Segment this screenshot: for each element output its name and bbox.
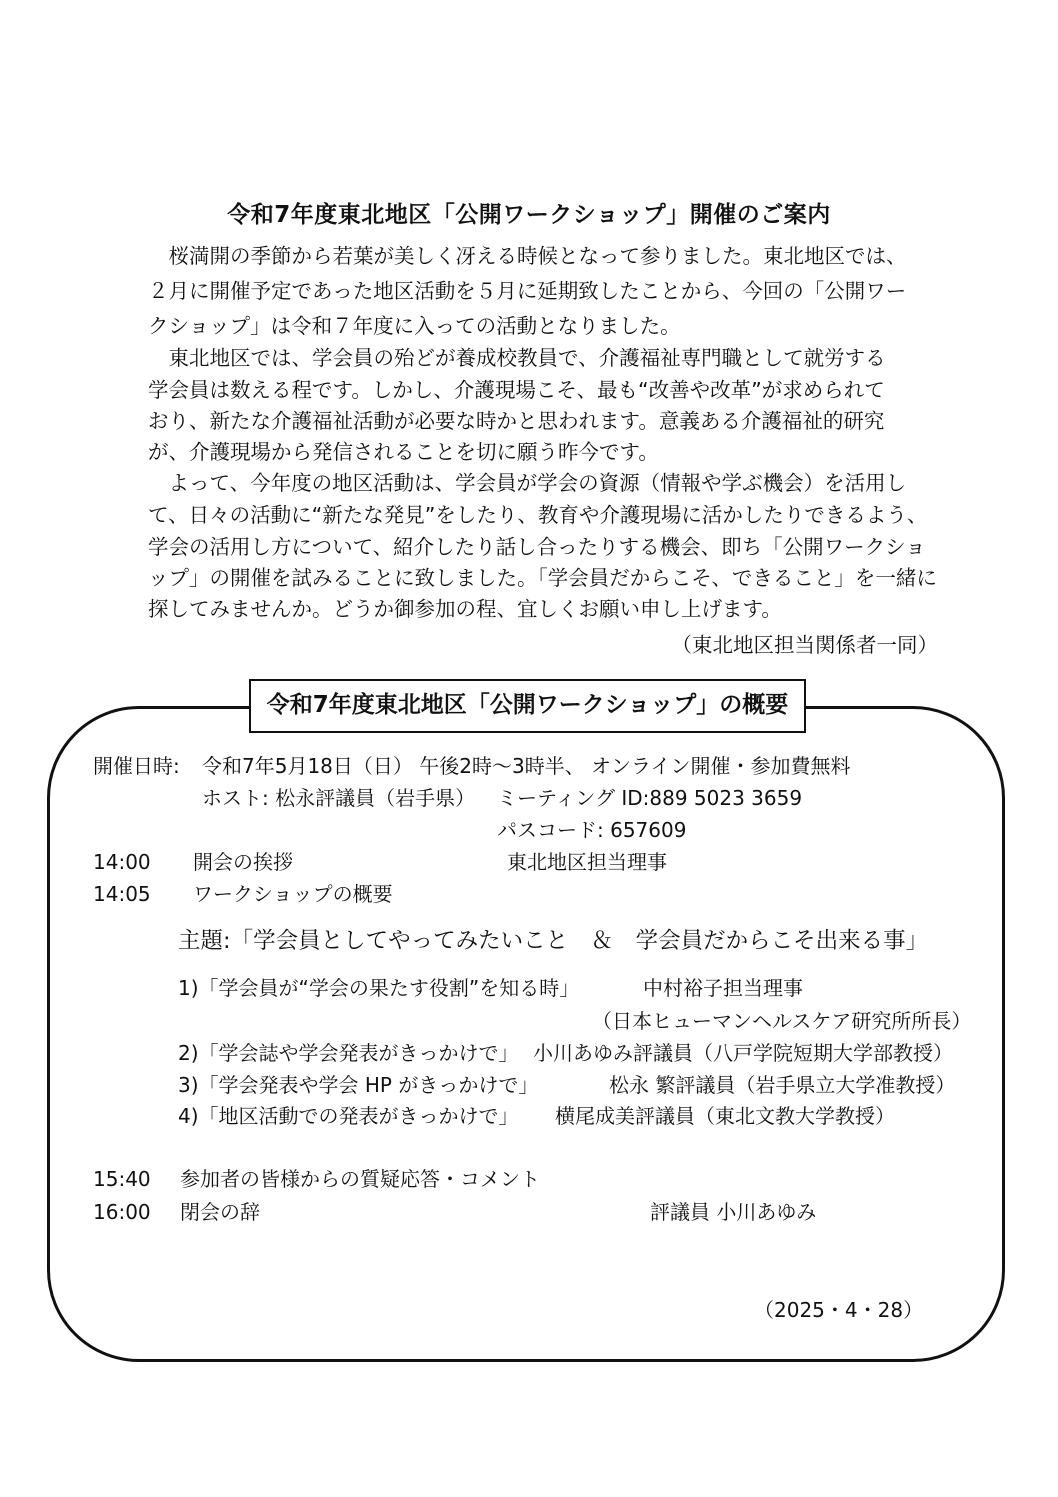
schedule-item: 参加者の皆様からの質疑応答・コメント — [180, 1167, 540, 1191]
intro-line: クショップ」は令和７年度に入っての活動となりました。 — [148, 314, 681, 338]
date-value: 令和7年5月18日（日） 午後2時～3時半、 オンライン開催・参加費無料 — [202, 754, 851, 778]
overview-title: 令和7年度東北地区「公開ワークショップ」の概要 — [249, 679, 806, 733]
theme: 主題:「学会員としてやってみたいこと ＆ 学会員だからこそ出来る事」 — [178, 928, 929, 954]
schedule-time: 14:00 — [93, 850, 151, 874]
issued-date: （2025・4・28） — [754, 1298, 924, 1322]
intro-line: 東北地区では、学会員の殆どが養成校教員で、介護福祉専門職として就労する — [148, 346, 886, 370]
talk-title: 4)「地区活動での発表がきっかけで」 — [178, 1104, 519, 1128]
talk-title: 1)「学会員が“学会の果たす役割”を知る時」 — [178, 976, 580, 1000]
intro-line: ２月に開催予定であった地区活動を５月に延期致したことから、今回の「公開ワー — [148, 279, 907, 303]
talk-speaker: 小川あゆみ評議員（八戸学院短期大学部教授） — [533, 1041, 953, 1065]
talk-speaker: 中村裕子担当理事 — [643, 976, 803, 1000]
host-info: ホスト: 松永評議員（岩手県） — [202, 786, 476, 810]
intro-line: おり、新たな介護福祉活動が必要な時かと思われます。意義ある介護福祉的研究 — [148, 409, 885, 433]
meeting-id: ミーティング ID:889 5023 3659 — [497, 786, 803, 810]
intro-line: 学会の活用し方について、紹介したり話し合ったりする機会、即ち「公開ワークショ — [148, 535, 926, 559]
intro-line: よって、今年度の地区活動は、学会員が学会の資源（情報や学ぶ機会）を活用し — [148, 471, 907, 495]
date-label: 開催日時: — [93, 754, 180, 778]
intro-line: が、介護現場から発信されることを切に願う昨今です。 — [148, 440, 659, 464]
schedule-time: 16:00 — [93, 1200, 151, 1224]
schedule-person: 東北地区担当理事 — [507, 850, 667, 874]
talk-affiliation: （日本ヒューマンヘルスケア研究所所長） — [592, 1009, 972, 1033]
schedule-item: 閉会の辞 — [180, 1200, 260, 1224]
schedule-time: 15:40 — [93, 1167, 151, 1191]
schedule-item: 開会の挨拶 — [193, 850, 293, 874]
schedule-time: 14:05 — [93, 882, 151, 906]
schedule-item: ワークショップの概要 — [193, 882, 393, 906]
signature: （東北地区担当関係者一同） — [671, 633, 938, 657]
intro-line: て、日々の活動に“新たな発見”をしたり、教育や介護現場に活かしたりできるよう、 — [148, 503, 928, 527]
passcode: パスコード: 657609 — [497, 818, 687, 842]
intro-line: 桜満開の季節から若葉が美しく冴える時候となって参りました。東北地区では、 — [148, 244, 907, 268]
schedule-person: 評議員 小川あゆみ — [650, 1200, 817, 1224]
intro-line: 探してみませんか。どうか御参加の程、宜しくお願い申し上げます。 — [148, 597, 782, 621]
intro-line: ップ」の開催を試みることに致しました。「学会員だからこそ、できること」を一緒に — [148, 566, 937, 590]
talk-speaker: 松永 繁評議員（岩手県立大学准教授） — [609, 1073, 956, 1097]
page-title: 令和7年度東北地区「公開ワークショップ」開催のご案内 — [227, 202, 831, 228]
talk-title: 2)「学会誌や学会発表がきっかけで」 — [178, 1041, 519, 1065]
talk-title: 3)「学会発表や学会 HP がきっかけで」 — [178, 1073, 539, 1097]
intro-line: 学会員は数える程です。しかし、介護現場こそ、最も“改善や改革”が求められて — [148, 378, 885, 402]
talk-speaker: 横尾成美評議員（東北文教大学教授） — [555, 1104, 895, 1128]
